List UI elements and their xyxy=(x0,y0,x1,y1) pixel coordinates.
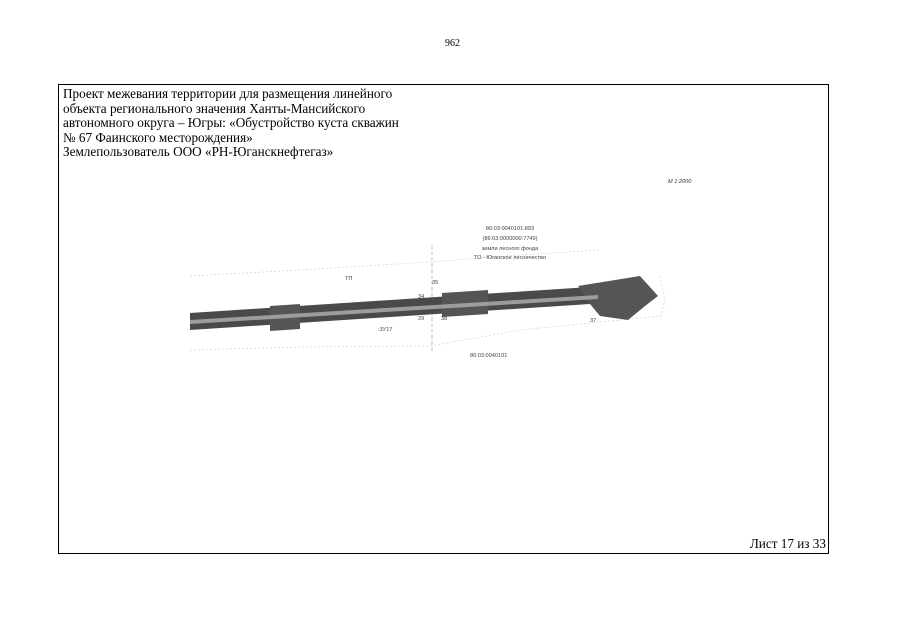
parcel-label-line: 86:03:0040101:893 xyxy=(485,226,535,232)
title-line: № 67 Фаинского месторождения» xyxy=(63,129,253,145)
point-label: 29 xyxy=(418,316,425,322)
parcel-label-line: (86:03:0000000:7749) xyxy=(482,236,538,242)
parcel-label xyxy=(474,226,546,261)
quarter-label: 86:03:0040101 xyxy=(470,353,508,359)
parcel-id-left: :3У17 xyxy=(378,327,393,333)
parcel-label-line: ТО - Юганское лесничество xyxy=(473,255,547,261)
parcel-label-line: земли лесного фонда xyxy=(481,246,539,252)
point-label: 38 xyxy=(441,316,448,322)
road-label: ТП xyxy=(345,276,353,282)
map-scale: М 1:2000 xyxy=(668,179,692,185)
sheet-number: Лист 17 из 33 xyxy=(749,536,826,551)
title-line: Землепользователь ООО «РН-Юганскнефтегаз» xyxy=(63,144,334,160)
point-label: 34 xyxy=(418,294,425,300)
point-label: 37 xyxy=(590,318,597,324)
page-number: 962 xyxy=(445,38,460,49)
title-line: объекта регионального значения Ханты-Мансийского xyxy=(63,100,366,116)
title-line: автономного округа – Югры: «Обустройство куста скважин xyxy=(63,115,399,131)
point-label: 35 xyxy=(432,280,439,286)
title-line: Проект межевания территории для размещения линейного xyxy=(63,86,393,101)
